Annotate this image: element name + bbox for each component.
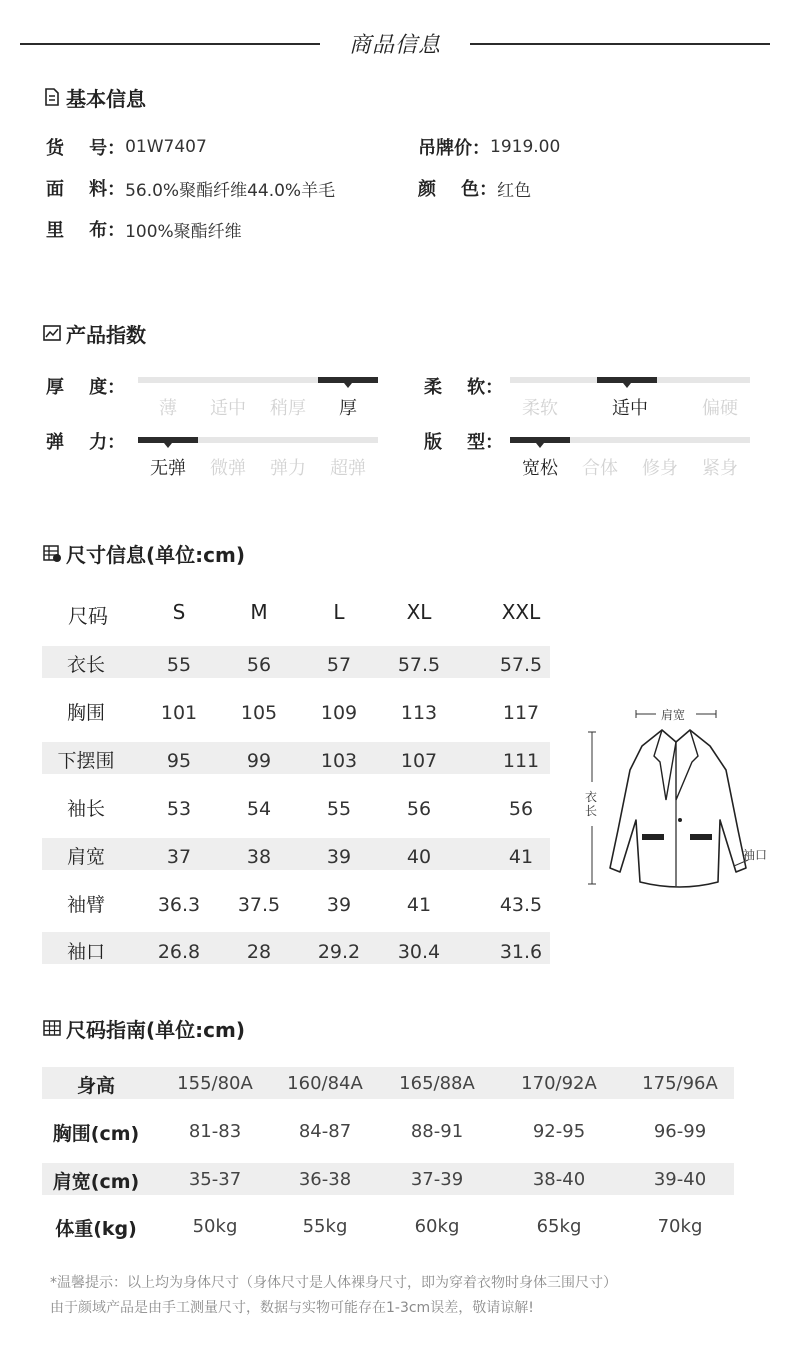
size-column-header: XXL [501, 600, 541, 624]
size-cell: 101 [160, 702, 198, 724]
grid-icon [42, 1018, 62, 1038]
guide-cell: 160/84A [287, 1073, 363, 1094]
size-row-label: 袖长 [66, 798, 105, 820]
info-value: 56.0%聚酯纤维44.0%羊毛 [125, 180, 336, 201]
thickness-label: 厚 度： [46, 377, 126, 398]
size-column-header: M [250, 600, 268, 624]
size-cell: 30.4 [397, 941, 441, 963]
softness-track [510, 377, 750, 383]
elasticity-option: 弹力 [270, 458, 306, 479]
info-value: 100%聚酯纤维 [125, 221, 242, 242]
info-key: 里 布： [46, 220, 126, 241]
size-cell: 57 [326, 654, 352, 676]
info-key: 面 料： [46, 179, 126, 200]
basic-info-heading [42, 84, 146, 110]
elasticity-option: 微弹 [210, 458, 246, 479]
size-row-label: 袖臂 [66, 894, 105, 916]
guide-cell: 38-40 [532, 1169, 586, 1190]
jacket-diagram [580, 700, 780, 900]
softness-option: 柔软 [522, 398, 558, 419]
diagram-cuff-label: 袖口 [743, 848, 768, 862]
size-row-label: 下摆围 [57, 750, 115, 772]
guide-cell: 92-95 [532, 1121, 586, 1142]
softness-marker [597, 377, 657, 383]
document-icon [42, 87, 62, 107]
chart-icon [42, 323, 62, 343]
size-cell: 41 [406, 894, 432, 916]
size-cell: 40 [406, 846, 432, 868]
diagram-length-label: 衣长 [585, 790, 598, 818]
size-cell: 113 [400, 702, 438, 724]
guide-cell: 70kg [657, 1216, 703, 1237]
guide-cell: 88-91 [410, 1121, 464, 1142]
size-row-label: 胸围 [66, 702, 105, 724]
thickness-option: 适中 [210, 398, 246, 419]
size-cell: 53 [166, 798, 192, 820]
size-cell: 41 [508, 846, 534, 868]
guide-row-label: 身高 [76, 1075, 115, 1097]
info-row-price [418, 134, 560, 160]
guide-cell: 36-38 [298, 1169, 352, 1190]
guide-cell: 155/80A [177, 1073, 253, 1094]
info-value: 红色 [497, 180, 532, 201]
note-line: 由于颜域产品是由手工测量尺寸，数据与实物可能存在1-3cm误差，敬请谅解! [50, 1300, 534, 1316]
size-column-header: XL [406, 600, 432, 624]
guide-cell: 50kg [192, 1216, 238, 1237]
elasticity-option: 超弹 [330, 458, 366, 479]
size-cell: 54 [246, 798, 272, 820]
size-cell: 28 [246, 941, 272, 963]
elasticity-label: 弹 力： [46, 432, 126, 453]
info-value: 1919.00 [490, 137, 561, 157]
elasticity-track [138, 437, 378, 443]
guide-cell: 60kg [414, 1216, 460, 1237]
info-value: 01W7407 [125, 137, 207, 157]
guide-cell: 65kg [536, 1216, 582, 1237]
basic-info-title: 基本信息 [66, 86, 146, 111]
size-cell: 111 [502, 750, 540, 772]
thickness-track [138, 377, 378, 383]
fit-marker [510, 437, 570, 443]
info-row-color [418, 175, 531, 201]
product-index-heading [42, 320, 146, 346]
size-cell: 39 [326, 894, 352, 916]
size-cell: 56 [246, 654, 272, 676]
thickness-marker [318, 377, 378, 383]
guide-cell: 81-83 [188, 1121, 242, 1142]
guide-cell: 175/96A [642, 1073, 718, 1094]
guide-cell: 37-39 [410, 1169, 464, 1190]
guide-cell: 39-40 [653, 1169, 707, 1190]
size-cell: 105 [240, 702, 278, 724]
size-guide-heading [42, 1015, 245, 1041]
size-column-header: S [172, 600, 186, 624]
guide-row-label: 胸围(cm) [52, 1123, 140, 1145]
guide-cell: 55kg [302, 1216, 348, 1237]
size-row-label: 衣长 [66, 654, 105, 676]
size-cell: 37.5 [237, 894, 281, 916]
size-row-label: 袖口 [66, 941, 105, 963]
fit-option: 修身 [642, 458, 678, 479]
info-key: 颜 色： [418, 179, 498, 200]
diagram-shoulder-label: 肩宽 [661, 708, 686, 722]
page-title: 商品信息 [348, 33, 441, 58]
size-cell: 43.5 [499, 894, 543, 916]
elasticity-option-selected: 无弹 [150, 458, 186, 479]
size-cell: 103 [320, 750, 358, 772]
softness-option-selected: 适中 [612, 398, 648, 419]
size-cell: 107 [400, 750, 438, 772]
size-cell: 29.2 [317, 941, 361, 963]
size-cell: 117 [502, 702, 540, 724]
thickness-option-selected: 厚 [339, 398, 357, 419]
info-row-fabric [46, 175, 335, 201]
size-guide-title: 尺码指南(单位:cm) [66, 1017, 245, 1042]
info-row-lining [46, 216, 242, 242]
guide-cell: 35-37 [188, 1169, 242, 1190]
size-cell: 36.3 [157, 894, 201, 916]
thickness-option: 稍厚 [270, 398, 306, 419]
size-cell: 38 [246, 846, 272, 868]
size-header-label: 尺码 [68, 604, 108, 628]
size-cell: 37 [166, 846, 192, 868]
size-cell: 55 [326, 798, 352, 820]
guide-cell: 96-99 [653, 1121, 707, 1142]
size-cell: 56 [508, 798, 534, 820]
guide-cell: 84-87 [298, 1121, 352, 1142]
size-cell: 57.5 [499, 654, 543, 676]
guide-row-label: 体重(kg) [55, 1218, 137, 1240]
size-cell: 95 [166, 750, 192, 772]
size-cell: 56 [406, 798, 432, 820]
fit-option-selected: 宽松 [522, 458, 558, 479]
size-cell: 109 [320, 702, 358, 724]
table-ruler-icon [42, 543, 62, 563]
size-cell: 31.6 [499, 941, 543, 963]
info-key: 吊牌价： [418, 138, 490, 159]
size-cell: 26.8 [157, 941, 201, 963]
product-index-title: 产品指数 [66, 322, 146, 347]
elasticity-marker [138, 437, 198, 443]
softness-label: 柔 软： [424, 377, 504, 398]
size-cell: 39 [326, 846, 352, 868]
size-info-heading [42, 540, 245, 566]
size-info-title: 尺寸信息(单位:cm) [66, 542, 245, 567]
size-column-header: L [333, 600, 345, 624]
thickness-option: 薄 [159, 398, 177, 419]
size-cell: 55 [166, 654, 192, 676]
guide-cell: 170/92A [521, 1073, 597, 1094]
note-line: *温馨提示：以上均为身体尺寸（身体尺寸是人体裸身尺寸，即为穿着衣物时身体三围尺寸） [50, 1275, 617, 1291]
softness-option: 偏硬 [702, 398, 738, 419]
guide-row-label: 肩宽(cm) [52, 1171, 140, 1193]
info-key: 货 号： [46, 138, 126, 159]
guide-cell: 165/88A [399, 1073, 475, 1094]
fit-label: 版 型： [424, 432, 504, 453]
size-row-label: 肩宽 [66, 846, 105, 868]
size-cell: 57.5 [397, 654, 441, 676]
info-row-item-no [46, 134, 207, 160]
size-cell: 99 [246, 750, 272, 772]
fit-option: 紧身 [702, 458, 738, 479]
fit-track [510, 437, 750, 443]
fit-option: 合体 [582, 458, 618, 479]
